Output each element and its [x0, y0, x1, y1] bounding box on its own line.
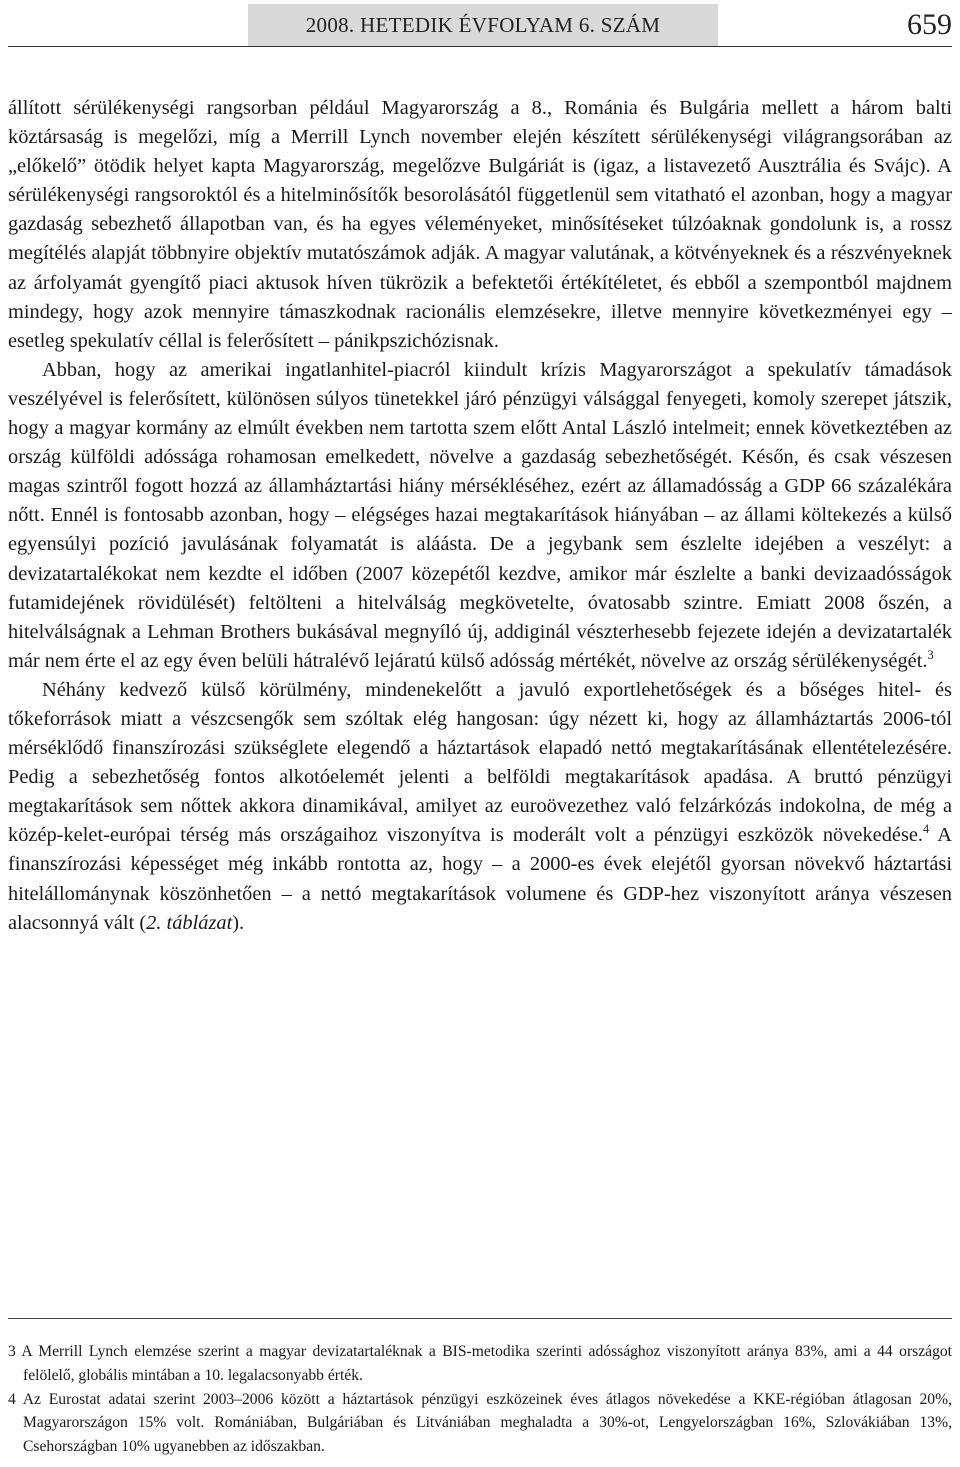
paragraph-1-text: állított sérülékenységi rangsorban például Magyarország a 8., Románia és Bulgária mellett a három balti köztársaság is megelőzi, míg a Merrill Lynch november elején készített sérülékenységi világrangsorában az „előkelő” ötödik helyet kapta Magyarország, megelőzve Bulgáriát is (igaz, a listavezető Ausztrália és Svájc). A sérülékenységi rangsoroktól és a hitelminősítők besorolásától függetlenül sem vitatható el azonban, hogy a magyar gazdaság sebezhető állapotban van, és ha egyes véleményeket, minősítéseket túlzóaknak gondolunk is, a rossz megítélés alapját többnyire objektív mutatószámok adják. A magyar valutának, a kötvényeknek és a részvényeknek az árfolyamát gyengítő piaci aktusok híven tükrözik a befektetői értékítéletet, és ebből a szempontból majdnem mindegy, hogy azok mennyire támaszkodnak racionális elemzésekre, illetve mennyire következményei egy – esetleg spekulatív céllal is felerősített – pánikpszichózisnak.: [8, 97, 952, 352]
footnotes: [8, 1340, 952, 1459]
journal-issue-title: 2008. HETEDIK ÉVFOLYAM 6. SZÁM: [305, 13, 661, 37]
paragraph-3: [8, 676, 952, 938]
article-body: [8, 94, 952, 938]
paragraph-2-text: Abban, hogy az amerikai ingatlanhitel-piacról kiindult krízis Magyarországot a spekulatív támadások veszélyével is felerősített, különösen súlyos tünetekkel járó pénzügyi válsággal fenyegeti, komoly szerepet játszik, hogy a magyar kormány az elmúlt években nem tartotta szem előtt Antal László intelmeit; ennek következtében az ország külföldi adóssága rohamosan emelkedett, növelve a gazdaság sebezhetőségét. Későn, és csak vészesen magas szintről fogott hozzá az államháztartási hiány mérsékléséhez, ezért az államadósság a GDP 66 százalékára nőtt. Ennél is fontosabb azonban, hogy – elégséges hazai megtakarítások hiányában – az állami költekezés a külső egyensúlyi pozíció javulásának folyamatát is aláásta. De a jegybank sem észlelte idejében a veszélyt: a devizatartalékokat nem kezdte el időben (2007 közepétől kezdve, amikor már észlelte a banki devizaadósságok futamidejének rövidülését) feltölteni a hitelválság megkövetelte, óvatosabb szintre. Emiatt 2008 őszén, a hitelválságnak a Lehman Brothers bukásával megnyíló új, addiginál vészterhesebb fejezete idején a devizatartalék már nem érte el az egy éven belüli hátralévő lejáratú külső adósság mértékét, növelve az ország sérülékenységét.: [8, 358, 952, 672]
paragraph-3-text-c: ).: [232, 911, 245, 934]
table-reference: 2. táblázat: [146, 911, 233, 934]
footnote-ref-3[interactable]: 3: [927, 647, 934, 662]
paragraph-3-text-a: Néhány kedvező külső körülmény, mindenekelőtt a javuló exportlehetőségek és a bőséges hitel- és tőkeforrások miatt a vészcsengők sem szóltak elég hangosan: úgy nézett ki, hogy az államháztartás 2006-tól mérséklődő finanszírozási szükséglete elegendő a háztartások elapadó nettó megtakarításának ellentételezésére. Pedig a sebezhetőség fontos alkotóelemét jelenti a belföldi megtakarítások apadása. A bruttó pénzügyi megtakarítások sem nőttek akkora dinamikával, amilyet az euroövezethez való felzárkózás indokolna, de még a közép-kelet-európai térség más országaihoz viszonyítva is moderált volt a pénzügyi eszközök növekedése.: [8, 678, 952, 847]
paragraph-2: [8, 356, 952, 676]
paragraph-1: [8, 94, 952, 356]
footnote-ref-4[interactable]: 4: [923, 822, 930, 837]
footnote-divider: [8, 1318, 952, 1319]
paragraph-3-text-b: A finanszírozási képességet még inkább rontotta az, hogy – a 2000-es évek elejétől gyorsan növekvő háztartási hitelállománynak köszönhetően – a nettó megtakarítások volumene és GDP-hez viszonyított aránya vészesen alacsonnyá vált (: [8, 824, 952, 934]
footnote-3: 3 A Merrill Lynch elemzése szerint a magyar devizatartaléknak a BIS-metodika szerinti adóssághoz viszonyított aránya 83%, ami a 44 országot felölelő, globális mintában a 10. legalacsonyabb érték.: [8, 1343, 952, 1384]
page-header: [0, 0, 960, 50]
header-divider: [8, 46, 952, 47]
page-number: 659: [907, 8, 952, 41]
footnote-4: 4 Az Eurostat adatai szerint 2003–2006 között a háztartások pénzügyi eszközeinek éves átlagos növekedése a KKE-régióban átlagosan 20%, Magyarországon 15% volt. Romániában, Bulgáriában és Litvániában meghaladta a 30%-ot, Lengyelországban 16%, Szlovákiában 13%, Csehországban 10% ugyanebben az időszakban.: [8, 1390, 952, 1456]
